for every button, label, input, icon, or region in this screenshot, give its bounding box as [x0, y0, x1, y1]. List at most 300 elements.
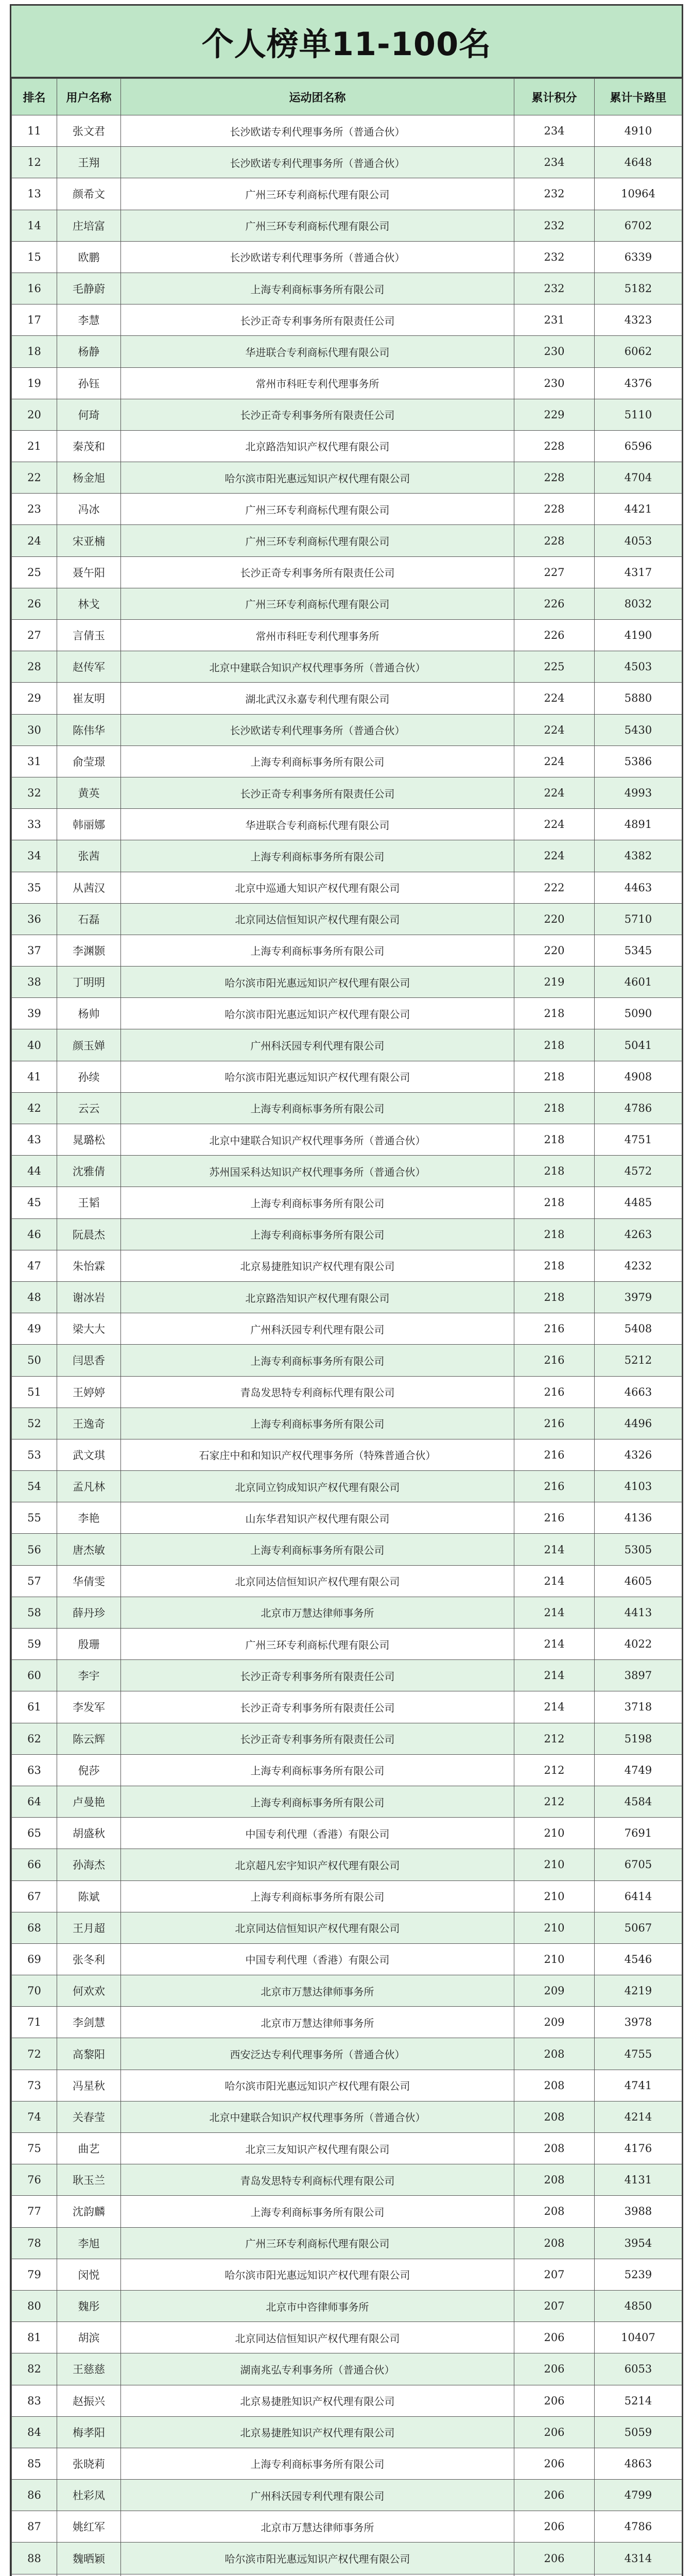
cell-points: 232: [514, 241, 595, 273]
table-row: [12, 1818, 682, 1849]
cell-user-name: [57, 2574, 121, 2576]
cell-points: 229: [514, 399, 595, 430]
cell-rank: 19: [12, 367, 57, 399]
cell-km: 4863: [595, 2448, 682, 2479]
cell-user-name: 张冬利: [57, 1943, 121, 1975]
cell-team-name: 北京市万慧达律师事务所: [121, 2511, 514, 2543]
cell-team-name: 北京中建联合知识产权代理事务所（普通合伙）: [121, 1124, 514, 1156]
cell-team-name: 上海专利商标事务所有限公司: [121, 1092, 514, 1124]
cell-user-name: 耿玉兰: [57, 2164, 121, 2196]
table-row: [12, 2385, 682, 2416]
cell-rank: 52: [12, 1408, 57, 1439]
cell-user-name: 杨帅: [57, 998, 121, 1029]
cell-team-name: 青岛发思特专利商标代理有限公司: [121, 1376, 514, 1408]
leaderboard-title: 个人榜单11-100名: [11, 6, 682, 78]
cell-rank: 28: [12, 651, 57, 683]
cell-points: 207: [514, 2259, 595, 2290]
cell-points: 216: [514, 1439, 595, 1470]
cell-km: 6702: [595, 210, 682, 241]
table-row: [12, 241, 682, 273]
cell-rank: 34: [12, 840, 57, 872]
cell-rank: 79: [12, 2259, 57, 2290]
cell-points: 212: [514, 1786, 595, 1817]
table-row: [12, 935, 682, 966]
cell-user-name: 王婷婷: [57, 1376, 121, 1408]
cell-points: 208: [514, 2227, 595, 2259]
cell-rank: 58: [12, 1597, 57, 1628]
cell-points: 225: [514, 651, 595, 683]
cell-points: 206: [514, 2480, 595, 2511]
cell-user-name: 陈云辉: [57, 1723, 121, 1754]
cell-points: 218: [514, 1156, 595, 1187]
table-row: [12, 777, 682, 808]
cell-rank: 21: [12, 430, 57, 462]
cell-team-name: 广州三环专利商标代理有限公司: [121, 525, 514, 556]
cell-team-name: 北京路浩知识产权代理有限公司: [121, 430, 514, 462]
table-row: [12, 620, 682, 651]
cell-points: 224: [514, 840, 595, 872]
cell-user-name: 阮晨杰: [57, 1218, 121, 1250]
header-points: 累计积分: [514, 79, 595, 115]
table-row: [12, 872, 682, 903]
cell-team-name: 上海专利商标事务所有限公司: [121, 1345, 514, 1376]
cell-user-name: 聂午阳: [57, 556, 121, 588]
cell-rank: 33: [12, 809, 57, 840]
cell-points: 224: [514, 714, 595, 745]
cell-km: 5212: [595, 1345, 682, 1376]
cell-user-name: 赵振兴: [57, 2385, 121, 2416]
cell-points: 219: [514, 967, 595, 998]
cell-km: 4751: [595, 1124, 682, 1156]
cell-points: 210: [514, 1912, 595, 1943]
table-row: [12, 1912, 682, 1943]
cell-user-name: 闫思香: [57, 1345, 121, 1376]
cell-km: 4131: [595, 2164, 682, 2196]
cell-team-name: 石家庄中和和知识产权代理事务所（特殊普通合伙）: [121, 1439, 514, 1470]
cell-km: 4317: [595, 556, 682, 588]
cell-team-name: 广州科沃园专利代理有限公司: [121, 1029, 514, 1061]
cell-team-name: 哈尔滨市阳光惠远知识产权代理有限公司: [121, 462, 514, 494]
cell-rank: 54: [12, 1471, 57, 1502]
cell-points: 206: [514, 2448, 595, 2479]
cell-rank: 14: [12, 210, 57, 241]
cell-rank: 56: [12, 1534, 57, 1565]
cell-km: 3979: [595, 1281, 682, 1313]
cell-team-name: 华进联合专利商标代理有限公司: [121, 809, 514, 840]
cell-user-name: 张茜: [57, 840, 121, 872]
table-row: [12, 1313, 682, 1345]
cell-team-name: 北京易捷胜知识产权代理有限公司: [121, 2385, 514, 2416]
cell-user-name: 言倩玉: [57, 620, 121, 651]
cell-km: 4993: [595, 777, 682, 808]
cell-team-name: 上海专利商标事务所有限公司: [121, 935, 514, 966]
table-row: [12, 2133, 682, 2164]
table-body: [12, 115, 682, 2576]
table-row: [12, 840, 682, 872]
cell-km: 3718: [595, 1691, 682, 1723]
cell-points: 216: [514, 1502, 595, 1534]
cell-team-name: 上海专利商标事务所有限公司: [121, 2196, 514, 2227]
table-row: [12, 1629, 682, 1660]
cell-km: 4741: [595, 2070, 682, 2101]
cell-team-name: 广州三环专利商标代理有限公司: [121, 178, 514, 210]
cell-team-name: 苏州国采科达知识产权代理事务所（普通合伙）: [121, 1156, 514, 1187]
cell-km: 5110: [595, 399, 682, 430]
cell-rank: 39: [12, 998, 57, 1029]
table-row: [12, 178, 682, 210]
cell-points: 210: [514, 1849, 595, 1880]
cell-team-name: 山东华君知识产权代理有限公司: [121, 1502, 514, 1534]
cell-team-name: 上海专利商标事务所有限公司: [121, 1786, 514, 1817]
cell-user-name: 宋亚楠: [57, 525, 121, 556]
table-row: [12, 1786, 682, 1817]
cell-team-name: 哈尔滨市阳光惠远知识产权代理有限公司: [121, 2070, 514, 2101]
table-row: [12, 1660, 682, 1691]
cell-rank: 88: [12, 2543, 57, 2574]
cell-team-name: 华进联合专利商标代理有限公司: [121, 336, 514, 367]
cell-km: 4755: [595, 2038, 682, 2070]
table-row: [12, 399, 682, 430]
table-row: [12, 210, 682, 241]
cell-rank: 70: [12, 1975, 57, 2007]
cell-team-name: 长沙欧诺专利代理事务所（普通合伙）: [121, 714, 514, 745]
cell-team-name: 北京中建联合知识产权代理事务所（普通合伙）: [121, 2101, 514, 2132]
cell-team-name: 上海专利商标事务所有限公司: [121, 745, 514, 777]
cell-team-name: 常州市科旺专利代理事务所: [121, 367, 514, 399]
cell-points: 224: [514, 745, 595, 777]
cell-km: 4584: [595, 1786, 682, 1817]
cell-team-name: 上海专利商标事务所有限公司: [121, 1534, 514, 1565]
cell-team-name: 北京市万慧达律师事务所: [121, 1597, 514, 1628]
cell-rank: 66: [12, 1849, 57, 1880]
cell-user-name: 薛丹珍: [57, 1597, 121, 1628]
cell-points: 209: [514, 2007, 595, 2038]
cell-team-name: 长沙正奇专利事务所有限责任公司: [121, 1723, 514, 1754]
cell-km: [595, 2574, 682, 2576]
table-row: [12, 683, 682, 714]
cell-points: 230: [514, 367, 595, 399]
cell-points: 218: [514, 1218, 595, 1250]
table-row: [12, 273, 682, 304]
table-row: [12, 967, 682, 998]
cell-rank: [12, 2574, 57, 2576]
cell-km: 4496: [595, 1408, 682, 1439]
header-km: 累计卡路里: [595, 79, 682, 115]
cell-km: 6414: [595, 1880, 682, 1912]
cell-team-name: 长沙欧诺专利代理事务所（普通合伙）: [121, 147, 514, 178]
cell-km: 5182: [595, 273, 682, 304]
cell-points: 208: [514, 2038, 595, 2070]
cell-rank: 22: [12, 462, 57, 494]
cell-rank: 37: [12, 935, 57, 966]
cell-user-name: 曲艺: [57, 2133, 121, 2164]
cell-rank: 80: [12, 2290, 57, 2321]
cell-points: 214: [514, 1597, 595, 1628]
cell-rank: 55: [12, 1502, 57, 1534]
cell-points: 210: [514, 1943, 595, 1975]
cell-user-name: 王月超: [57, 1912, 121, 1943]
cell-user-name: 王翔: [57, 147, 121, 178]
cell-team-name: 上海专利商标事务所有限公司: [121, 1408, 514, 1439]
cell-team-name: 青岛发思特专利商标代理有限公司: [121, 2164, 514, 2196]
cell-team-name: [121, 2574, 514, 2576]
cell-user-name: 陈伟华: [57, 714, 121, 745]
cell-points: 216: [514, 1471, 595, 1502]
cell-user-name: 王逸奇: [57, 1408, 121, 1439]
cell-user-name: 陈斌: [57, 1880, 121, 1912]
table-row: [12, 1187, 682, 1218]
cell-points: 218: [514, 1029, 595, 1061]
cell-km: 4908: [595, 1061, 682, 1092]
cell-km: 6053: [595, 2353, 682, 2385]
cell-team-name: 广州三环专利商标代理有限公司: [121, 588, 514, 619]
cell-km: 5214: [595, 2385, 682, 2416]
cell-points: 208: [514, 2133, 595, 2164]
table-row: [12, 367, 682, 399]
header-rank: 排名: [12, 79, 57, 115]
cell-points: 228: [514, 430, 595, 462]
cell-km: 4214: [595, 2101, 682, 2132]
table-row: [12, 2290, 682, 2321]
cell-user-name: 李艳: [57, 1502, 121, 1534]
cell-user-name: 孙钰: [57, 367, 121, 399]
table-row: [12, 1250, 682, 1281]
cell-team-name: 长沙正奇专利事务所有限责任公司: [121, 1691, 514, 1723]
cell-team-name: 北京三友知识产权代理有限公司: [121, 2133, 514, 2164]
cell-km: 4910: [595, 115, 682, 147]
cell-rank: 16: [12, 273, 57, 304]
cell-rank: 57: [12, 1565, 57, 1597]
cell-km: 3988: [595, 2196, 682, 2227]
cell-points: 209: [514, 1975, 595, 2007]
cell-km: 4503: [595, 651, 682, 683]
cell-points: 208: [514, 2101, 595, 2132]
cell-rank: 86: [12, 2480, 57, 2511]
cell-km: 4786: [595, 1092, 682, 1124]
cell-km: 4786: [595, 2511, 682, 2543]
cell-km: 4413: [595, 1597, 682, 1628]
cell-user-name: 高黎阳: [57, 2038, 121, 2070]
cell-km: 5041: [595, 1029, 682, 1061]
cell-points: 216: [514, 1408, 595, 1439]
cell-user-name: 姚红军: [57, 2511, 121, 2543]
cell-km: 4485: [595, 1187, 682, 1218]
cell-user-name: 孟凡林: [57, 1471, 121, 1502]
table-row: [12, 1943, 682, 1975]
cell-km: 5430: [595, 714, 682, 745]
cell-km: 5345: [595, 935, 682, 966]
cell-rank: 27: [12, 620, 57, 651]
cell-user-name: 云云: [57, 1092, 121, 1124]
cell-rank: 49: [12, 1313, 57, 1345]
cell-user-name: 丁明明: [57, 967, 121, 998]
table-row: [12, 2574, 682, 2576]
cell-team-name: 北京市万慧达律师事务所: [121, 2007, 514, 2038]
cell-rank: 85: [12, 2448, 57, 2479]
cell-points: 228: [514, 462, 595, 494]
cell-points: 207: [514, 2290, 595, 2321]
table-row: [12, 809, 682, 840]
table-row: [12, 2070, 682, 2101]
cell-points: 208: [514, 2196, 595, 2227]
cell-points: 214: [514, 1565, 595, 1597]
cell-km: 4546: [595, 1943, 682, 1975]
cell-km: 5059: [595, 2416, 682, 2448]
table-row: [12, 2227, 682, 2259]
cell-points: 234: [514, 147, 595, 178]
cell-team-name: 广州三环专利商标代理有限公司: [121, 210, 514, 241]
cell-rank: 67: [12, 1880, 57, 1912]
cell-points: 218: [514, 998, 595, 1029]
cell-points: 218: [514, 1250, 595, 1281]
cell-rank: 73: [12, 2070, 57, 2101]
cell-rank: 60: [12, 1660, 57, 1691]
cell-km: 5710: [595, 903, 682, 935]
cell-points: 210: [514, 1880, 595, 1912]
cell-km: 4232: [595, 1250, 682, 1281]
cell-km: 4136: [595, 1502, 682, 1534]
cell-rank: 25: [12, 556, 57, 588]
cell-points: 218: [514, 1124, 595, 1156]
cell-km: 5067: [595, 1912, 682, 1943]
cell-team-name: 中国专利代理（香港）有限公司: [121, 1943, 514, 1975]
cell-team-name: 广州三环专利商标代理有限公司: [121, 1629, 514, 1660]
cell-rank: 64: [12, 1786, 57, 1817]
cell-km: 4601: [595, 967, 682, 998]
cell-points: 216: [514, 1313, 595, 1345]
cell-user-name: 杨金旭: [57, 462, 121, 494]
cell-user-name: 关春莹: [57, 2101, 121, 2132]
table-row: [12, 525, 682, 556]
table-row: [12, 2196, 682, 2227]
cell-km: 4850: [595, 2290, 682, 2321]
cell-user-name: 孙续: [57, 1061, 121, 1092]
cell-km: 7691: [595, 1818, 682, 1849]
cell-rank: 48: [12, 1281, 57, 1313]
table-row: [12, 1439, 682, 1470]
cell-rank: 61: [12, 1691, 57, 1723]
cell-points: 231: [514, 304, 595, 336]
cell-km: 4103: [595, 1471, 682, 1502]
cell-rank: 62: [12, 1723, 57, 1754]
cell-rank: 45: [12, 1187, 57, 1218]
table-row: [12, 2416, 682, 2448]
cell-points: 210: [514, 1818, 595, 1849]
cell-points: 232: [514, 210, 595, 241]
cell-team-name: 北京易捷胜知识产权代理有限公司: [121, 1250, 514, 1281]
cell-rank: 69: [12, 1943, 57, 1975]
cell-team-name: 北京同达信恒知识产权代理有限公司: [121, 1912, 514, 1943]
cell-points: 206: [514, 2543, 595, 2574]
table-row: [12, 1061, 682, 1092]
cell-team-name: 北京同达信恒知识产权代理有限公司: [121, 903, 514, 935]
cell-rank: 18: [12, 336, 57, 367]
cell-rank: 44: [12, 1156, 57, 1187]
cell-points: 216: [514, 1345, 595, 1376]
cell-user-name: 朱怡霖: [57, 1250, 121, 1281]
cell-km: 4176: [595, 2133, 682, 2164]
cell-km: 5239: [595, 2259, 682, 2290]
cell-points: 212: [514, 1723, 595, 1754]
cell-rank: 20: [12, 399, 57, 430]
cell-rank: 82: [12, 2353, 57, 2385]
cell-km: 4605: [595, 1565, 682, 1597]
table-row: [12, 1849, 682, 1880]
cell-km: 4376: [595, 367, 682, 399]
cell-team-name: 北京同达信恒知识产权代理有限公司: [121, 2322, 514, 2353]
cell-team-name: 长沙正奇专利事务所有限责任公司: [121, 399, 514, 430]
cell-user-name: 闵悦: [57, 2259, 121, 2290]
cell-km: 5090: [595, 998, 682, 1029]
cell-rank: 13: [12, 178, 57, 210]
cell-rank: 74: [12, 2101, 57, 2132]
cell-user-name: 谢冰岩: [57, 1281, 121, 1313]
cell-rank: 38: [12, 967, 57, 998]
cell-rank: 47: [12, 1250, 57, 1281]
cell-rank: 24: [12, 525, 57, 556]
cell-km: 4190: [595, 620, 682, 651]
cell-rank: 83: [12, 2385, 57, 2416]
table-row: [12, 2101, 682, 2132]
cell-points: 208: [514, 2070, 595, 2101]
cell-km: 10964: [595, 178, 682, 210]
cell-user-name: 倪莎: [57, 1754, 121, 1786]
cell-rank: 76: [12, 2164, 57, 2196]
cell-points: 227: [514, 556, 595, 588]
cell-team-name: 长沙欧诺专利代理事务所（普通合伙）: [121, 241, 514, 273]
cell-km: 3978: [595, 2007, 682, 2038]
cell-team-name: 长沙正奇专利事务所有限责任公司: [121, 556, 514, 588]
cell-rank: 75: [12, 2133, 57, 2164]
cell-km: 5408: [595, 1313, 682, 1345]
cell-points: 218: [514, 1092, 595, 1124]
cell-points: 218: [514, 1281, 595, 1313]
cell-user-name: 殷珊: [57, 1629, 121, 1660]
cell-km: 8032: [595, 588, 682, 619]
cell-rank: 32: [12, 777, 57, 808]
cell-rank: 15: [12, 241, 57, 273]
table-row: [12, 1156, 682, 1187]
cell-points: 216: [514, 1376, 595, 1408]
cell-points: [514, 2574, 595, 2576]
table-row: [12, 304, 682, 336]
table-row: [12, 2322, 682, 2353]
cell-rank: 59: [12, 1629, 57, 1660]
table-row: [12, 1597, 682, 1628]
cell-user-name: 卢曼艳: [57, 1786, 121, 1817]
table-row: [12, 745, 682, 777]
cell-team-name: 广州科沃园专利代理有限公司: [121, 2480, 514, 2511]
table-row: [12, 2448, 682, 2479]
cell-team-name: 北京路浩知识产权代理有限公司: [121, 1281, 514, 1313]
cell-user-name: 张文君: [57, 115, 121, 147]
cell-km: 4663: [595, 1376, 682, 1408]
header-team: 运动团名称: [121, 79, 514, 115]
cell-km: 6596: [595, 430, 682, 462]
cell-user-name: 毛静蔚: [57, 273, 121, 304]
table-row: [12, 2543, 682, 2574]
cell-rank: 41: [12, 1061, 57, 1092]
cell-km: 4263: [595, 1218, 682, 1250]
cell-points: 226: [514, 588, 595, 619]
table-row: [12, 2511, 682, 2543]
table-row: [12, 1471, 682, 1502]
cell-team-name: 中国专利代理（香港）有限公司: [121, 1818, 514, 1849]
table-row: [12, 1754, 682, 1786]
cell-rank: 72: [12, 2038, 57, 2070]
table-row: [12, 1345, 682, 1376]
cell-points: 214: [514, 1629, 595, 1660]
